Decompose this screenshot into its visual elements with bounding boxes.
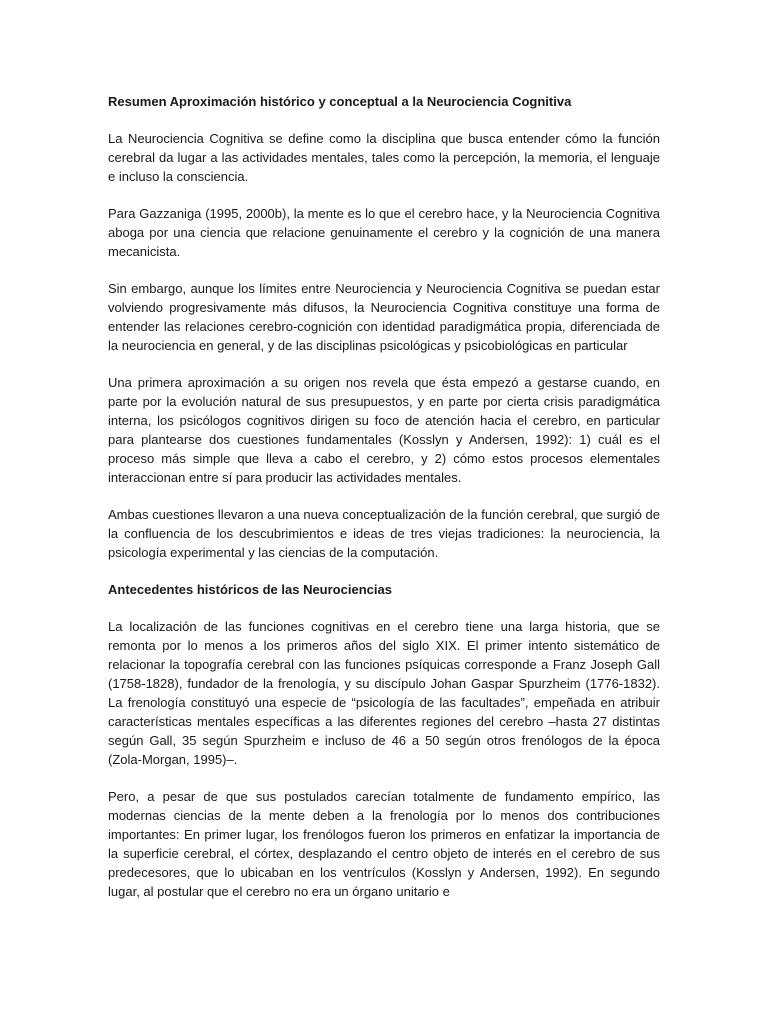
paragraph-frenologia: La localización de las funciones cognitivas en el cerebro tiene una larga historia, que se remonta por lo menos a los primeros años del siglo XIX. El primer intento sistemático de relacionar la topografía cerebral con las funciones psíquicas corresponde a Franz Joseph Gall (1758-1828), fundador de la frenología, y su discípulo Johan Gaspar Spurzheim (1776-1832). La frenología constituyó una especie de “psicología de las facultades”, empeñada en atribuir características mentales específicas a las diferentes regiones del cerebro –hasta 27 distintas según Gall, 35 según Spurzheim e incluso de 46 a 50 según otros frenólogos de la época (Zola-Morgan, 1995)–. [108,619,660,767]
paragraph-gazzaniga: Para Gazzaniga (1995, 2000b), la mente es lo que el cerebro hace, y la Neurociencia Cognitiva aboga por una ciencia que relacione genuinamente el cerebro y la cognición de una manera mecanicista. [108,206,660,259]
section-heading-antecedentes: Antecedentes históricos de las Neurociencias [108,582,392,597]
paragraph-limits: Sin embargo, aunque los límites entre Neurociencia y Neurociencia Cognitiva se puedan estar volviendo progresivamente más difusos, la Neurociencia Cognitiva constituye una forma de entender las relaciones cerebro-cognición con identidad paradigmática propia, diferenciada de la neurociencia en general, y de las disciplinas psicológicas y psicobiológicas en particular [108,281,660,353]
paragraph-contribuciones: Pero, a pesar de que sus postulados carecían totalmente de fundamento empírico, las modernas ciencias de la mente deben a la frenología por lo menos dos contribuciones importantes: En primer lugar, los frenólogos fueron los primeros en enfatizar la importancia de la superficie cerebral, el córtex, desplazando el centro objeto de interés en el cerebro de sus predecesores, que lo ubicaban en los ventrículos (Kosslyn y Andersen, 1992). En segundo lugar, al postular que el cerebro no era un órgano unitario e [108,789,660,899]
document-title: Resumen Aproximación histórico y conceptual a la Neurociencia Cognitiva [108,94,572,109]
document-page [108,92,660,919]
paragraph-origin: Una primera aproximación a su origen nos revela que ésta empezó a gestarse cuando, en parte por la evolución natural de sus presupuestos, y en parte por cierta crisis paradigmática interna, los psicólogos cognitivos dirigen su foco de atención hacia el cerebro, en particular para plantearse dos cuestiones fundamentales (Kosslyn y Andersen, 1992): 1) cuál es el proceso más simple que lleva a cabo el cerebro, y 2) cómo estos procesos elementales interaccionan entre sí para producir las actividades mentales. [108,375,660,485]
paragraph-traditions: Ambas cuestiones llevaron a una nueva conceptualización de la función cerebral, que surgió de la confluencia de los descubrimientos e ideas de tres viejas tradiciones: la neurociencia, la psicología experimental y las ciencias de la computación. [108,507,660,560]
paragraph-definition: La Neurociencia Cognitiva se define como la disciplina que busca entender cómo la función cerebral da lugar a las actividades mentales, tales como la percepción, la memoria, el lenguaje e incluso la consciencia. [108,131,660,184]
